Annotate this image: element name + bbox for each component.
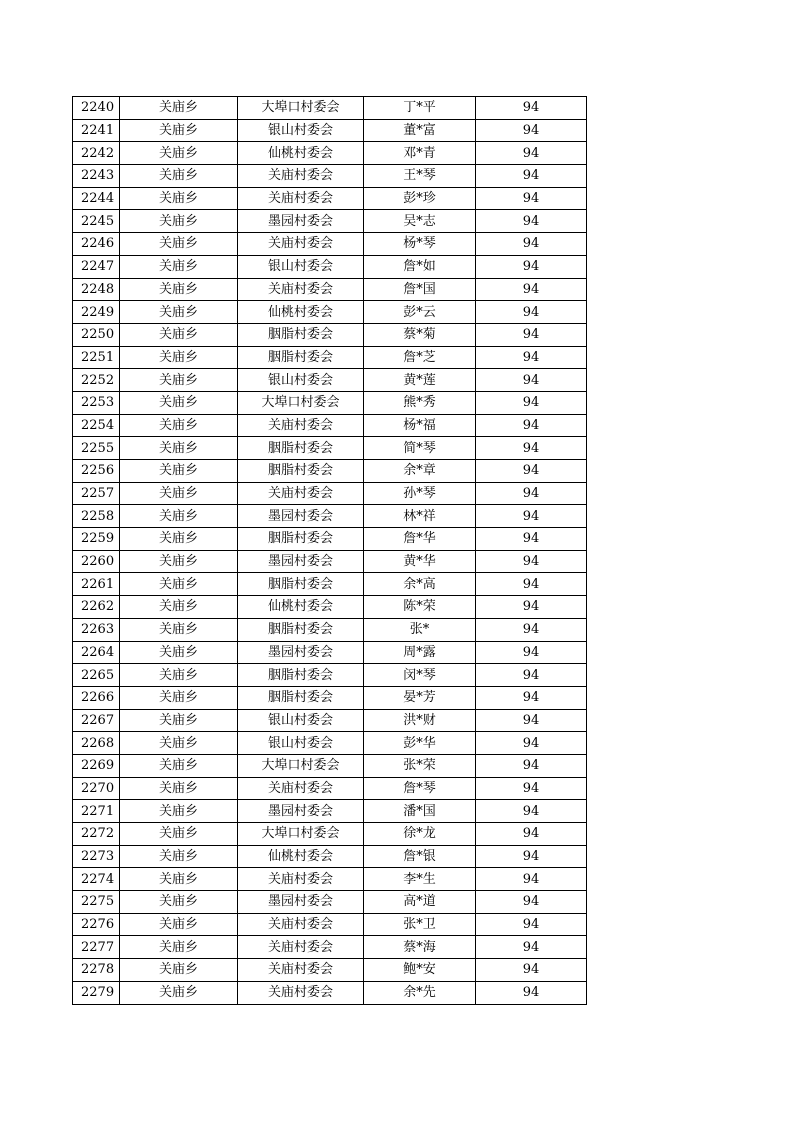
cell-id: 2268 (73, 732, 120, 755)
table-row (73, 823, 587, 846)
cell-village: 胭脂村委会 (238, 346, 364, 369)
cell-village: 关庙村委会 (238, 913, 364, 936)
cell-id: 2264 (73, 641, 120, 664)
cell-township: 关庙乡 (120, 346, 238, 369)
table-body (73, 97, 587, 1005)
table-row (73, 187, 587, 210)
cell-township: 关庙乡 (120, 664, 238, 687)
table-row (73, 460, 587, 483)
cell-village: 银山村委会 (238, 709, 364, 732)
cell-name: 王*琴 (364, 165, 476, 188)
cell-village: 关庙村委会 (238, 482, 364, 505)
cell-township: 关庙乡 (120, 391, 238, 414)
cell-value: 94 (476, 709, 587, 732)
cell-township: 关庙乡 (120, 913, 238, 936)
cell-name: 詹*国 (364, 278, 476, 301)
cell-value: 94 (476, 868, 587, 891)
cell-value: 94 (476, 278, 587, 301)
cell-name: 高*道 (364, 891, 476, 914)
table-row (73, 845, 587, 868)
cell-value: 94 (476, 414, 587, 437)
cell-village: 银山村委会 (238, 119, 364, 142)
cell-value: 94 (476, 97, 587, 120)
cell-name: 周*露 (364, 641, 476, 664)
table-row (73, 777, 587, 800)
cell-value: 94 (476, 369, 587, 392)
cell-village: 墨园村委会 (238, 891, 364, 914)
cell-name: 洪*财 (364, 709, 476, 732)
cell-village: 关庙村委会 (238, 187, 364, 210)
cell-name: 潘*国 (364, 800, 476, 823)
cell-value: 94 (476, 845, 587, 868)
cell-id: 2261 (73, 573, 120, 596)
table-row (73, 414, 587, 437)
cell-name: 詹*如 (364, 255, 476, 278)
cell-value: 94 (476, 823, 587, 846)
cell-township: 关庙乡 (120, 119, 238, 142)
cell-village: 关庙村委会 (238, 414, 364, 437)
cell-township: 关庙乡 (120, 891, 238, 914)
cell-value: 94 (476, 596, 587, 619)
table-row (73, 482, 587, 505)
cell-name: 余*先 (364, 981, 476, 1004)
table-row (73, 596, 587, 619)
cell-township: 关庙乡 (120, 233, 238, 256)
cell-township: 关庙乡 (120, 981, 238, 1004)
table-row (73, 891, 587, 914)
table-row (73, 959, 587, 982)
cell-township: 关庙乡 (120, 460, 238, 483)
cell-township: 关庙乡 (120, 550, 238, 573)
table-row (73, 369, 587, 392)
cell-township: 关庙乡 (120, 573, 238, 596)
cell-township: 关庙乡 (120, 301, 238, 324)
table-row (73, 573, 587, 596)
cell-id: 2259 (73, 528, 120, 551)
cell-name: 彭*珍 (364, 187, 476, 210)
cell-value: 94 (476, 142, 587, 165)
table-row (73, 278, 587, 301)
cell-value: 94 (476, 777, 587, 800)
cell-village: 银山村委会 (238, 369, 364, 392)
cell-village: 银山村委会 (238, 732, 364, 755)
table-row (73, 346, 587, 369)
cell-id: 2267 (73, 709, 120, 732)
cell-township: 关庙乡 (120, 845, 238, 868)
cell-value: 94 (476, 664, 587, 687)
cell-value: 94 (476, 732, 587, 755)
cell-id: 2265 (73, 664, 120, 687)
cell-name: 黄*华 (364, 550, 476, 573)
cell-id: 2247 (73, 255, 120, 278)
cell-value: 94 (476, 641, 587, 664)
cell-id: 2249 (73, 301, 120, 324)
cell-village: 墨园村委会 (238, 505, 364, 528)
cell-village: 大埠口村委会 (238, 97, 364, 120)
cell-name: 蔡*菊 (364, 323, 476, 346)
cell-village: 大埠口村委会 (238, 823, 364, 846)
cell-village: 胭脂村委会 (238, 686, 364, 709)
cell-village: 银山村委会 (238, 255, 364, 278)
cell-name: 余*章 (364, 460, 476, 483)
cell-id: 2270 (73, 777, 120, 800)
cell-village: 大埠口村委会 (238, 391, 364, 414)
cell-name: 詹*银 (364, 845, 476, 868)
cell-value: 94 (476, 959, 587, 982)
cell-name: 丁*平 (364, 97, 476, 120)
cell-township: 关庙乡 (120, 187, 238, 210)
cell-id: 2277 (73, 936, 120, 959)
cell-village: 胭脂村委会 (238, 323, 364, 346)
cell-township: 关庙乡 (120, 528, 238, 551)
cell-value: 94 (476, 301, 587, 324)
table-row (73, 165, 587, 188)
cell-township: 关庙乡 (120, 369, 238, 392)
cell-id: 2263 (73, 618, 120, 641)
cell-name: 孙*琴 (364, 482, 476, 505)
cell-name: 张* (364, 618, 476, 641)
cell-id: 2269 (73, 754, 120, 777)
table-row (73, 528, 587, 551)
cell-value: 94 (476, 119, 587, 142)
cell-township: 关庙乡 (120, 165, 238, 188)
cell-id: 2262 (73, 596, 120, 619)
cell-township: 关庙乡 (120, 641, 238, 664)
cell-value: 94 (476, 686, 587, 709)
cell-value: 94 (476, 187, 587, 210)
cell-id: 2275 (73, 891, 120, 914)
cell-value: 94 (476, 255, 587, 278)
cell-name: 詹*琴 (364, 777, 476, 800)
cell-value: 94 (476, 936, 587, 959)
cell-name: 简*琴 (364, 437, 476, 460)
cell-id: 2248 (73, 278, 120, 301)
cell-township: 关庙乡 (120, 437, 238, 460)
cell-id: 2253 (73, 391, 120, 414)
cell-village: 仙桃村委会 (238, 596, 364, 619)
cell-name: 杨*琴 (364, 233, 476, 256)
cell-name: 闵*琴 (364, 664, 476, 687)
cell-value: 94 (476, 210, 587, 233)
cell-village: 仙桃村委会 (238, 845, 364, 868)
table-row (73, 119, 587, 142)
cell-value: 94 (476, 505, 587, 528)
cell-id: 2279 (73, 981, 120, 1004)
cell-township: 关庙乡 (120, 936, 238, 959)
table-row (73, 936, 587, 959)
cell-village: 关庙村委会 (238, 959, 364, 982)
cell-village: 胭脂村委会 (238, 460, 364, 483)
cell-township: 关庙乡 (120, 414, 238, 437)
cell-village: 关庙村委会 (238, 278, 364, 301)
cell-village: 胭脂村委会 (238, 437, 364, 460)
cell-village: 关庙村委会 (238, 777, 364, 800)
cell-name: 晏*芳 (364, 686, 476, 709)
cell-id: 2260 (73, 550, 120, 573)
cell-village: 仙桃村委会 (238, 301, 364, 324)
table-row (73, 301, 587, 324)
cell-id: 2245 (73, 210, 120, 233)
cell-township: 关庙乡 (120, 278, 238, 301)
cell-village: 关庙村委会 (238, 868, 364, 891)
data-table (72, 96, 587, 1005)
cell-village: 胭脂村委会 (238, 618, 364, 641)
cell-township: 关庙乡 (120, 823, 238, 846)
table-row (73, 255, 587, 278)
cell-id: 2274 (73, 868, 120, 891)
cell-id: 2240 (73, 97, 120, 120)
cell-value: 94 (476, 391, 587, 414)
cell-value: 94 (476, 618, 587, 641)
table-row (73, 913, 587, 936)
cell-value: 94 (476, 165, 587, 188)
cell-id: 2251 (73, 346, 120, 369)
table-row (73, 505, 587, 528)
cell-township: 关庙乡 (120, 868, 238, 891)
table-row (73, 981, 587, 1004)
cell-name: 林*祥 (364, 505, 476, 528)
cell-village: 胭脂村委会 (238, 664, 364, 687)
cell-name: 黄*莲 (364, 369, 476, 392)
cell-township: 关庙乡 (120, 686, 238, 709)
cell-name: 邓*青 (364, 142, 476, 165)
cell-township: 关庙乡 (120, 323, 238, 346)
cell-value: 94 (476, 754, 587, 777)
table-row (73, 97, 587, 120)
table-row (73, 754, 587, 777)
cell-village: 墨园村委会 (238, 550, 364, 573)
cell-name: 董*富 (364, 119, 476, 142)
cell-id: 2271 (73, 800, 120, 823)
cell-id: 2244 (73, 187, 120, 210)
cell-village: 胭脂村委会 (238, 528, 364, 551)
cell-name: 鲍*安 (364, 959, 476, 982)
table-row (73, 709, 587, 732)
table-row (73, 800, 587, 823)
cell-township: 关庙乡 (120, 505, 238, 528)
cell-id: 2272 (73, 823, 120, 846)
cell-id: 2278 (73, 959, 120, 982)
cell-id: 2257 (73, 482, 120, 505)
cell-name: 彭*云 (364, 301, 476, 324)
cell-value: 94 (476, 573, 587, 596)
cell-id: 2255 (73, 437, 120, 460)
cell-township: 关庙乡 (120, 97, 238, 120)
cell-id: 2243 (73, 165, 120, 188)
cell-id: 2242 (73, 142, 120, 165)
cell-name: 余*高 (364, 573, 476, 596)
cell-value: 94 (476, 981, 587, 1004)
cell-name: 张*卫 (364, 913, 476, 936)
cell-village: 关庙村委会 (238, 936, 364, 959)
cell-township: 关庙乡 (120, 255, 238, 278)
cell-name: 徐*龙 (364, 823, 476, 846)
cell-value: 94 (476, 460, 587, 483)
cell-name: 李*生 (364, 868, 476, 891)
cell-township: 关庙乡 (120, 210, 238, 233)
table-row (73, 686, 587, 709)
cell-name: 詹*华 (364, 528, 476, 551)
cell-village: 关庙村委会 (238, 233, 364, 256)
cell-value: 94 (476, 346, 587, 369)
table-row (73, 618, 587, 641)
cell-township: 关庙乡 (120, 596, 238, 619)
table-row (73, 437, 587, 460)
cell-village: 墨园村委会 (238, 641, 364, 664)
table-row (73, 550, 587, 573)
cell-township: 关庙乡 (120, 777, 238, 800)
cell-value: 94 (476, 550, 587, 573)
cell-name: 杨*福 (364, 414, 476, 437)
table-row (73, 664, 587, 687)
cell-village: 关庙村委会 (238, 165, 364, 188)
table-row (73, 391, 587, 414)
cell-id: 2273 (73, 845, 120, 868)
cell-village: 墨园村委会 (238, 800, 364, 823)
cell-id: 2254 (73, 414, 120, 437)
cell-township: 关庙乡 (120, 732, 238, 755)
cell-value: 94 (476, 323, 587, 346)
cell-value: 94 (476, 437, 587, 460)
cell-village: 关庙村委会 (238, 981, 364, 1004)
cell-township: 关庙乡 (120, 959, 238, 982)
cell-value: 94 (476, 482, 587, 505)
table-row (73, 868, 587, 891)
cell-township: 关庙乡 (120, 709, 238, 732)
table-row (73, 210, 587, 233)
cell-name: 熊*秀 (364, 391, 476, 414)
cell-name: 蔡*海 (364, 936, 476, 959)
cell-name: 彭*华 (364, 732, 476, 755)
cell-village: 大埠口村委会 (238, 754, 364, 777)
table-row (73, 732, 587, 755)
cell-id: 2266 (73, 686, 120, 709)
cell-value: 94 (476, 913, 587, 936)
cell-name: 詹*芝 (364, 346, 476, 369)
cell-township: 关庙乡 (120, 800, 238, 823)
cell-village: 胭脂村委会 (238, 573, 364, 596)
cell-township: 关庙乡 (120, 754, 238, 777)
cell-village: 仙桃村委会 (238, 142, 364, 165)
cell-id: 2258 (73, 505, 120, 528)
cell-name: 陈*荣 (364, 596, 476, 619)
cell-value: 94 (476, 891, 587, 914)
cell-id: 2250 (73, 323, 120, 346)
cell-id: 2252 (73, 369, 120, 392)
cell-township: 关庙乡 (120, 482, 238, 505)
cell-township: 关庙乡 (120, 142, 238, 165)
cell-name: 吴*志 (364, 210, 476, 233)
cell-id: 2256 (73, 460, 120, 483)
table-row (73, 641, 587, 664)
cell-village: 墨园村委会 (238, 210, 364, 233)
cell-value: 94 (476, 528, 587, 551)
table-row (73, 323, 587, 346)
cell-id: 2246 (73, 233, 120, 256)
cell-id: 2241 (73, 119, 120, 142)
table-row (73, 233, 587, 256)
cell-township: 关庙乡 (120, 618, 238, 641)
cell-value: 94 (476, 800, 587, 823)
table-row (73, 142, 587, 165)
cell-value: 94 (476, 233, 587, 256)
cell-name: 张*荣 (364, 754, 476, 777)
cell-id: 2276 (73, 913, 120, 936)
